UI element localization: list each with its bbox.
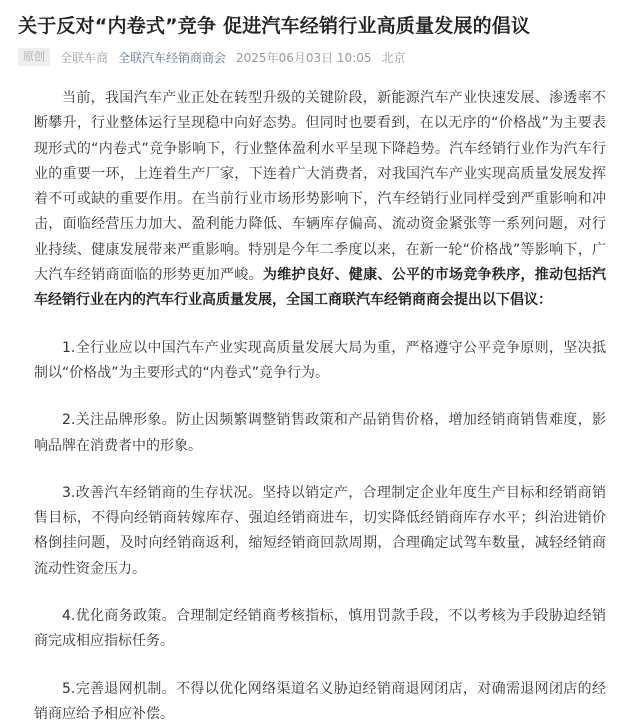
article-meta <box>18 46 622 68</box>
proposal-item-5: 5.完善退网机制。不得以优化网络渠道名义胁迫经销商退网闭店，对确需退网闭店的经销商应给予相应补偿。 <box>34 680 606 722</box>
account-link[interactable]: 全联汽车经销商商会 <box>118 50 227 65</box>
proposal-item-1: 1.全行业应以中国汽车产业实现高质量发展大局为重，严格遵守公平竞争原则，坚决抵制以“价格战”为主要形式的“内卷式”竞争行为。 <box>34 339 606 381</box>
article-body <box>16 86 622 727</box>
proposal-item-4: 4.优化商务政策。合理制定经销商考核指标，慎用罚款手段，不以考核为手段胁迫经销商完成相应指标任务。 <box>34 608 606 650</box>
original-badge: 原创 <box>18 48 50 66</box>
proposal-item-3: 3.改善汽车经销商的生存状况。坚持以销定产，合理制定企业年度生产目标和经销商销售目标，不得向经销商转嫁库存、强迫经销商进车，切实降低经销商库存水平；纠治进销价格倒挂问题，及时向经销商返利，缩短经销商回款周期，合理确定试驾车数量，减轻经销商流动性资金压力。 <box>34 484 606 577</box>
intro-text: 当前，我国汽车产业正处在转型升级的关键阶段，新能源汽车产业快速发展、渗透率不断攀升，行业整体运行呈现稳中向好态势。但同时也要看到，在以无序的“价格战”为主要表现形式的“内卷式”竞争影响下，行业整体盈利水平呈现下降趋势。汽车经销行业作为汽车行业的重要一环，上连着生产厂家，下连着广大消费者，对我国汽车产业实现高质量发展发挥着不可或缺的重要作用。在当前行业市场形势影响下，汽车经销行业同样受到严重影响和冲击，面临经营压力加大、盈利能力降低、车辆库存偏高、流动资金紧张等一系列问题，对行业持续、健康发展带来严重影响。特别是今年二季度以来，在新一轮“价格战”等影响下，广大汽车经销商面临的形势更加严峻。 <box>34 90 606 284</box>
publish-location: 北京 <box>381 50 406 65</box>
intro-bold-text: 为维护良好、健康、公平的市场竞争秩序，推动包括汽车经销行业在内的汽车行业高质量发展，全国工商联汽车经销商商会提出以下倡议： <box>34 267 606 309</box>
intro-paragraph <box>34 86 606 314</box>
proposal-item-2: 2.关注品牌形象。防止因频繁调整销售政策和产品销售价格，增加经销商销售难度，影响品牌在消费者中的形象。 <box>34 412 606 454</box>
article-title: 关于反对“内卷式”竞争 促进汽车经销行业高质量发展的倡议 <box>18 15 531 37</box>
source-link[interactable]: 全联车商 <box>60 50 109 65</box>
publish-datetime: 2025年06月03日 10:05 <box>236 50 372 65</box>
